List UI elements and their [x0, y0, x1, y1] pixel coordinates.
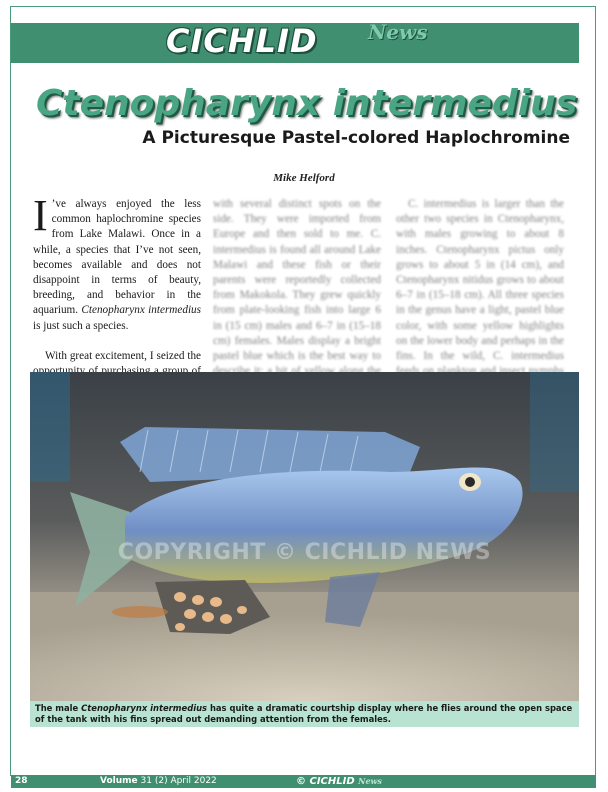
paragraph-1 [33, 191, 201, 334]
fish-illustration [30, 372, 579, 701]
magazine-logo-suffix: News [368, 20, 428, 44]
species-name: Ctenopharynx intermedius [81, 304, 201, 317]
article-title: Ctenopharynx intermedius [36, 83, 578, 124]
caption-species: Ctenopharynx intermedius [81, 703, 208, 713]
caption-text-a: The male [35, 703, 82, 713]
caption-box [30, 701, 579, 727]
footer-logo-suffix: News [358, 776, 382, 786]
paragraph-2-text-a: With great excitement, I seized the [45, 349, 201, 362]
photo-caption [30, 701, 579, 727]
footer-logo-text: © CICHLID [296, 776, 355, 787]
paragraph-1-text-a: ’ve always enjoyed the less common haplochromine species from Lake Malawi. Once in a while, a species that I’ve not seen, becomes available and does not disappoint in terms of beauty, breeding, and behavior in the aquarium. [33, 198, 201, 317]
column-3-text: C. intermedius is larger than the other two species in Ctenopharynx, with males growing to about 8 inches. Ctenopharynx pictus only grows to about 5 in (14 cm), and Ctenopharynx nitidus grows to about 6–7 in (15–18 cm). All three species in the genus have a light, pastel blue color, with some yellow highlights on the lower body and perhaps in the fins. In the wild, C. intermedius [396, 198, 564, 363]
fish-photo [30, 372, 579, 701]
article-author: Mike Helford [273, 172, 335, 184]
volume-label: Volume [100, 776, 138, 786]
drop-cap: I [33, 191, 48, 240]
caption-text-b: has quite a dramatic courtship display where he flies around the open space of the tank with his fins spread out demanding attention from the females. [35, 703, 573, 724]
magazine-logo: CICHLID [166, 22, 318, 60]
volume-info [100, 775, 217, 788]
footer-logo [296, 774, 382, 789]
paragraph-1-text-b: is just such a species. [33, 319, 129, 332]
column-2-text: with several distinct spots on the side. They were imported from Europe and then sold to me. C. intermedius is found all around Lake Malawi and these fish or their parents were reportedly collected from Makokola. They grew quickly from plate-looking fish into large 6 in (15 cm) males and 6–7 in (15–18 cm) females. Males display a bright pastel blue which is the best way to [213, 198, 381, 363]
page-number: 28 [15, 776, 28, 786]
article-subtitle: A Picturesque Pastel-colored Haplochromine [142, 128, 570, 148]
volume-text: 31 (2) April 2022 [140, 776, 217, 786]
copyright-watermark: COPYRIGHT © CICHLID NEWS [117, 540, 492, 565]
